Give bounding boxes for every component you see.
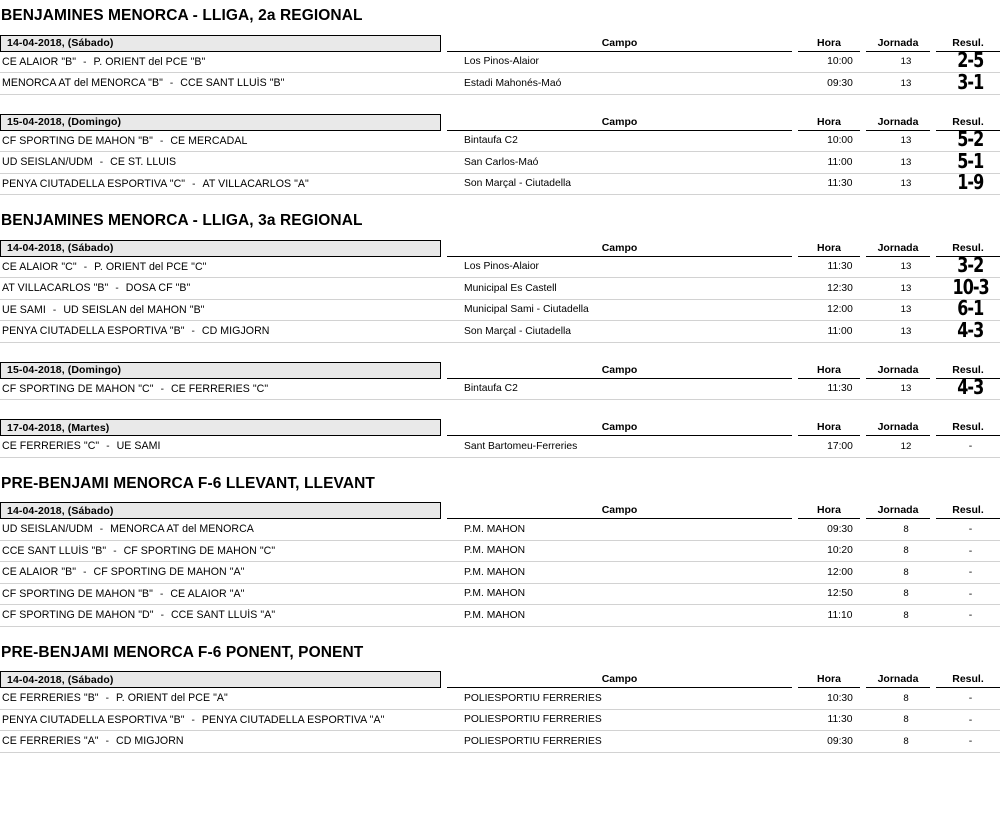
match-venue: Son Marçal - Ciutadella [464,325,572,337]
home-team: CE ALAIOR "B" [2,55,77,68]
competition-title: BENJAMINES MENORCA - LLIGA, 3a REGIONAL [1,212,363,229]
table-row [0,253,1000,279]
date-header: 14-04-2018, (Sábado) [0,502,441,519]
match-matchday: 8 [903,735,909,747]
versus-separator: - [99,524,104,536]
column-header-hora: Hora [798,673,860,688]
versus-separator: - [191,714,195,726]
match-matchday: 13 [900,56,912,68]
home-team: CCE SANT LLUÍS "B" [2,544,107,557]
competition-title: BENJAMINES MENORCA - LLIGA, 2a REGIONAL [1,7,363,24]
match-time: 11:30 [827,261,853,273]
column-header-resul: Resul. [936,116,1000,131]
match-matchday: 13 [900,135,912,147]
match-matchday: 8 [903,566,909,578]
day-header-row [0,34,1000,52]
date-header: 17-04-2018, (Martes) [0,419,441,436]
table-row [0,688,1000,710]
match-venue: Bintaufa C2 [464,135,518,147]
home-team: CF SPORTING DE MAHON "C" [2,382,154,395]
column-header-resul: Resul. [936,504,1000,519]
column-header-campo: Campo [447,673,792,688]
match-venue: Los Pinos-Alaior [464,261,539,273]
match-time: 09:30 [827,77,853,89]
result-score: 2-5 [957,48,984,73]
match-venue: POLIESPORTIU FERRERIES [464,735,602,747]
match-matchday: 8 [903,714,909,726]
match-venue: POLIESPORTIU FERRERIES [464,714,602,726]
match-time: 09:30 [827,523,853,535]
day-group [0,34,1000,95]
match-result [941,436,1000,456]
table-row [0,296,1000,322]
match-time: 11:00 [827,156,853,168]
match-matchday: 8 [903,523,909,535]
match-matchday: 12 [900,440,912,452]
match-venue: Son Marçal - Ciutadella [464,178,572,190]
competition-block [0,195,1000,458]
result-score: 3-2 [957,253,984,278]
table-row [0,317,1000,343]
match-result [941,375,1000,400]
match-matchday: 13 [900,282,912,294]
match-teams [0,714,458,726]
home-team: CE ALAIOR "C" [2,260,77,273]
home-team: PENYA CIUTADELLA ESPORTIVA "B" [2,713,185,726]
match-result [941,605,1000,625]
match-venue: Bintaufa C2 [464,383,518,395]
match-teams [0,566,458,578]
column-headers [441,240,1000,257]
versus-separator: - [113,545,117,557]
home-team: UE SAMI [2,303,46,316]
versus-separator: - [169,78,174,90]
date-header: 14-04-2018, (Sábado) [0,240,441,257]
column-header-hora: Hora [798,116,860,131]
versus-separator: - [99,157,104,169]
table-row [0,605,1000,627]
match-teams [0,523,458,535]
versus-separator: - [83,261,88,273]
match-time: 11:30 [827,178,853,190]
match-teams [0,56,458,68]
home-team: CE FERRERIES "A" [2,735,99,748]
result-placeholder: - [968,713,973,726]
match-matchday: 8 [903,588,909,600]
match-matchday: 8 [903,692,909,704]
competition-block [0,0,1000,195]
table-row [0,127,1000,153]
result-placeholder: - [968,609,973,622]
match-venue: Los Pinos-Alaior [464,56,539,68]
away-team: CE MERCADAL [170,134,248,147]
competition-block [0,458,1000,627]
table-row [0,519,1000,541]
day-header-row [0,113,1000,131]
column-header-jornada: Jornada [866,242,930,257]
column-header-campo: Campo [447,504,792,519]
match-time: 11:10 [827,609,853,621]
result-score: 3-1 [957,69,984,94]
day-header-row [0,670,1000,688]
result-placeholder: - [968,735,973,748]
match-result [941,519,1000,539]
table-row [0,541,1000,563]
result-score: 10-3 [952,274,989,299]
column-header-hora: Hora [798,37,860,52]
table-row [0,731,1000,753]
day-header-row [0,239,1000,257]
day-header-row [0,418,1000,436]
result-score: 5-1 [957,148,984,173]
match-teams [0,135,458,147]
column-headers [441,502,1000,519]
date-header: 15-04-2018, (Domingo) [0,362,441,379]
column-header-campo: Campo [447,242,792,257]
result-placeholder: - [968,523,973,536]
away-team: P. ORIENT del PCE "A" [116,692,228,705]
match-teams [0,156,458,168]
match-venue: Municipal Sami - Ciutadella [464,304,589,316]
away-team: CCE SANT LLUÍS "B" [180,77,285,90]
match-matchday: 13 [900,383,912,395]
column-header-jornada: Jornada [866,37,930,52]
match-teams [0,609,458,621]
home-team: CE FERRERIES "B" [2,692,99,705]
match-venue: Sant Bartomeu-Ferreries [464,440,578,452]
match-teams [0,692,458,704]
match-venue: P.M. MAHON [464,566,526,578]
table-row [0,170,1000,196]
versus-separator: - [115,283,119,295]
competition-title: PRE-BENJAMI MENORCA F-6 PONENT, PONENT [1,643,364,661]
match-result [941,584,1000,604]
result-score: 4-3 [957,317,984,342]
match-teams [0,261,458,273]
match-result [941,541,1000,561]
home-team: CE ALAIOR "B" [2,566,77,579]
match-venue: P.M. MAHON [464,588,526,600]
away-team: CE FERRERIES "C" [170,382,269,395]
match-time: 10:00 [827,135,853,147]
column-header-jornada: Jornada [866,421,930,436]
away-team: CE ST. LLUIS [110,156,177,169]
match-venue: P.M. MAHON [464,609,526,621]
column-header-resul: Resul. [936,421,1000,436]
versus-separator: - [160,610,164,622]
column-header-hora: Hora [798,421,860,436]
table-row [0,436,1000,458]
match-venue: Municipal Es Castell [464,282,557,294]
column-header-resul: Resul. [936,364,1000,379]
home-team: MENORCA AT del MENORCA "B" [2,77,163,90]
column-header-campo: Campo [447,421,792,436]
home-team: CF SPORTING DE MAHON "B" [2,587,153,600]
match-result [941,731,1000,751]
versus-separator: - [192,178,196,190]
match-time: 10:30 [827,692,853,704]
match-matchday: 13 [900,156,912,168]
column-header-resul: Resul. [936,242,1000,257]
versus-separator: - [191,326,195,338]
away-team: CCE SANT LLUÍS "A" [170,609,276,622]
table-row [0,584,1000,606]
home-team: CF SPORTING DE MAHON "B" [2,134,153,147]
day-group [0,113,1000,196]
match-matchday: 13 [900,325,912,337]
column-header-campo: Campo [447,37,792,52]
versus-separator: - [159,135,164,147]
match-matchday: 13 [900,77,912,89]
column-headers [441,362,1000,379]
match-time: 12:00 [827,304,853,316]
home-team: AT VILLACARLOS "B" [2,282,109,295]
home-team: CE FERRERIES "C" [2,440,100,453]
match-teams [0,304,458,316]
versus-separator: - [83,567,87,579]
day-group [0,670,1000,753]
away-team: CE ALAIOR "A" [170,587,245,600]
match-time: 11:00 [827,325,853,337]
away-team: DOSA CF "B" [125,282,191,295]
home-team: UD SEISLAN/UDM [2,523,93,536]
match-venue: P.M. MAHON [464,545,526,557]
day-group [0,361,1000,401]
match-result [941,710,1000,730]
table-row [0,48,1000,74]
match-result [941,688,1000,708]
away-team: UD SEISLAN del MAHON "B" [63,303,205,316]
result-score: 6-1 [957,296,984,321]
result-placeholder: - [968,587,973,600]
match-time: 11:30 [827,714,853,726]
column-header-hora: Hora [798,242,860,257]
home-team: PENYA CIUTADELLA ESPORTIVA "C" [2,177,186,190]
away-team: CF SPORTING DE MAHON "A" [93,566,245,579]
table-row [0,69,1000,95]
column-headers [441,419,1000,436]
away-team: P. ORIENT del PCE "C" [94,260,207,273]
match-time: 09:30 [827,735,853,747]
away-team: PENYA CIUTADELLA ESPORTIVA "A" [201,713,385,726]
match-matchday: 8 [903,609,909,621]
table-row [0,148,1000,174]
away-team: CD MIGJORN [201,325,270,338]
result-placeholder: - [968,440,973,453]
result-score: 1-9 [957,170,984,195]
away-team: UE SAMI [116,440,161,453]
match-matchday: 13 [900,261,912,273]
column-header-campo: Campo [447,364,792,379]
date-header: 14-04-2018, (Sábado) [0,671,441,688]
table-row [0,710,1000,732]
match-matchday: 13 [900,178,912,190]
match-result [941,562,1000,582]
date-header: 15-04-2018, (Domingo) [0,114,441,131]
column-header-hora: Hora [798,364,860,379]
match-teams [0,282,458,294]
column-header-hora: Hora [798,504,860,519]
match-teams [0,325,458,337]
match-time: 12:00 [827,566,853,578]
match-time: 10:00 [827,56,853,68]
versus-separator: - [159,588,164,600]
result-score: 4-3 [957,375,984,400]
versus-separator: - [160,383,164,395]
competition-title: PRE-BENJAMI MENORCA F-6 LLEVANT, LLEVANT [1,474,375,492]
column-header-resul: Resul. [936,37,1000,52]
match-matchday: 8 [903,545,909,557]
away-team: AT VILLACARLOS "A" [202,177,309,190]
column-header-jornada: Jornada [866,116,930,131]
versus-separator: - [83,56,87,68]
result-score: 5-2 [957,127,984,152]
away-team: P. ORIENT del PCE "B" [93,55,206,68]
column-headers [441,114,1000,131]
match-teams [0,440,458,452]
result-placeholder: - [968,566,973,579]
column-headers [441,35,1000,52]
match-teams [0,588,458,600]
match-time: 11:30 [827,383,853,395]
match-teams [0,383,458,395]
match-venue: POLIESPORTIU FERRERIES [464,692,602,704]
versus-separator: - [105,693,110,705]
versus-separator: - [106,441,110,453]
match-result [941,69,1000,94]
match-venue: P.M. MAHON [464,523,526,535]
match-matchday: 13 [900,304,912,316]
column-header-resul: Resul. [936,673,1000,688]
day-header-row [0,501,1000,519]
result-placeholder: - [968,544,973,557]
column-header-campo: Campo [447,116,792,131]
column-header-jornada: Jornada [866,673,930,688]
day-group [0,501,1000,627]
column-headers [441,671,1000,688]
table-row [0,375,1000,401]
result-placeholder: - [968,692,973,705]
table-row [0,274,1000,300]
day-group [0,418,1000,458]
match-venue: Estadi Mahonés-Maó [464,77,562,89]
versus-separator: - [105,736,110,748]
column-header-jornada: Jornada [866,504,930,519]
away-team: MENORCA AT del MENORCA [110,523,254,536]
match-time: 12:50 [827,588,853,600]
match-time: 17:00 [827,440,853,452]
match-teams [0,545,458,557]
match-time: 10:20 [827,545,853,557]
match-time: 12:30 [827,282,853,294]
date-header: 14-04-2018, (Sábado) [0,35,441,52]
match-teams [0,77,458,89]
match-venue: San Carlos-Maó [464,156,539,168]
versus-separator: - [52,304,57,316]
match-teams [0,735,458,747]
day-header-row [0,361,1000,379]
home-team: UD SEISLAN/UDM [2,156,93,169]
match-teams [0,178,458,190]
match-result [941,170,1000,195]
competition-block [0,627,1000,753]
match-result [941,317,1000,342]
away-team: CF SPORTING DE MAHON "C" [123,544,276,557]
away-team: CD MIGJORN [116,735,184,748]
column-header-jornada: Jornada [866,364,930,379]
home-team: CF SPORTING DE MAHON "D" [2,609,154,622]
day-group [0,239,1000,343]
table-row [0,562,1000,584]
home-team: PENYA CIUTADELLA ESPORTIVA "B" [2,325,185,338]
